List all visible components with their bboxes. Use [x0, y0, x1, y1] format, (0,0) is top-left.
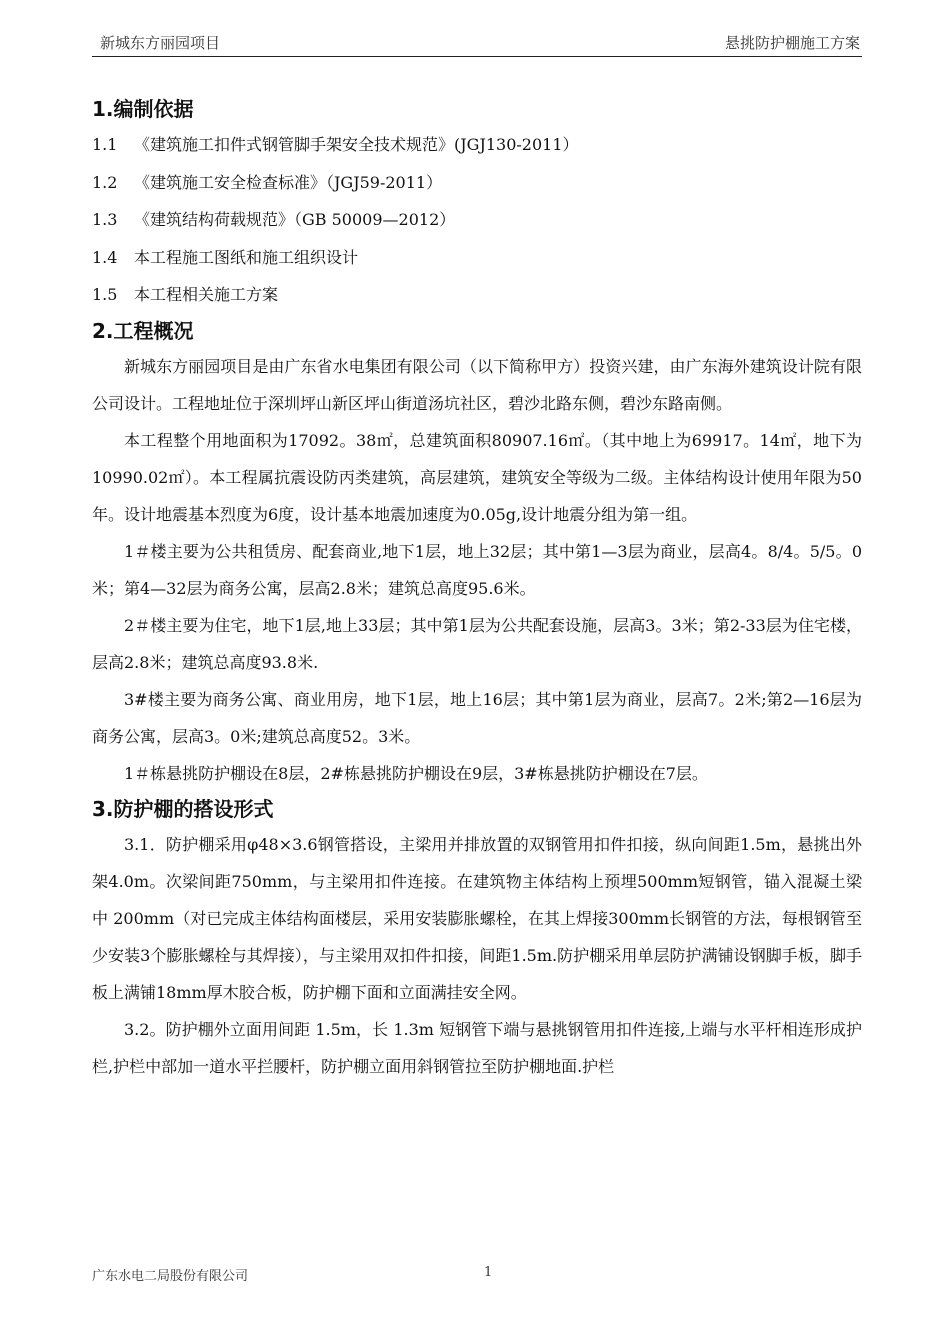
- reference-number: 1.5: [92, 285, 118, 304]
- reference-item: [92, 239, 862, 277]
- reference-text: 本工程施工图纸和施工组织设计: [134, 247, 359, 267]
- reference-number: 1.1: [92, 135, 118, 154]
- section-1-heading: 1.编制依据: [92, 97, 194, 121]
- reference-text: 《建筑结构荷载规范》（GB 50009—2012）: [134, 210, 456, 229]
- reference-item: [92, 126, 862, 164]
- reference-number: 1.4: [92, 247, 118, 267]
- reference-number: 1.3: [92, 210, 118, 229]
- reference-item: [92, 201, 862, 239]
- section-2-heading: 2.工程概况: [92, 318, 194, 343]
- header-document-title: 悬挑防护棚施工方案: [724, 34, 860, 52]
- page-header: [92, 28, 862, 57]
- overview-paragraph: 1＃栋悬挑防护棚设在8层，2#栋悬挑防护棚设在9层，3#栋悬挑防护棚设在7层。: [124, 763, 708, 783]
- overview-paragraph: 3#楼主要为商务公寓、商业用房，地下1层，地上16层；其中第1层为商业，层高7。2米;第2—16层为商务公寓，层高3。0米;建筑总高度52。3米。: [92, 689, 862, 746]
- document-body: [92, 92, 862, 1085]
- footer-company-name: 广东水电二局股份有限公司: [92, 1269, 249, 1284]
- header-project-name: 新城东方丽园项目: [100, 34, 221, 52]
- reference-item: [92, 276, 862, 314]
- reference-number: 1.2: [92, 172, 118, 192]
- overview-paragraph: 2＃楼主要为住宅，地下1层,地上33层；其中第1层为公共配套设施，层高3。3米；第2-33层为住宅楼，层高2.8米；建筑总高度93.8米.: [92, 615, 862, 672]
- overview-paragraph: 1＃楼主要为公共租赁房、配套商业,地下1层，地上32层；其中第1—3层为商业，层高4。8/4。5/5。0米；第4—32层为商务公寓，层高2.8米；建筑总高度95.6米。: [92, 541, 862, 598]
- construction-paragraph: 3.1．防护棚采用φ48×3.6钢管搭设，主梁用并排放置的双钢管用扣件扣接，纵向间距1.5m，悬挑出外架4.0m。次梁间距750mm，与主梁用扣件连接。在建筑物主体结构上预埋500mm短钢管，锚入混凝土梁中 200mm（对已完成主体结构面楼层，采用安装膨胀螺栓，在其上焊接300mm长钢管的方法，每根钢管至少安装3个膨胀螺栓与其焊接），与主梁用双扣件扣接，间距1.5m.防护棚采用单层防护满铺设钢脚手板，脚手板上满铺18mm厚木胶合板，防护棚下面和立面满挂安全网。: [92, 834, 862, 1002]
- reference-text: 《建筑施工安全检查标准》（JGJ59-2011）: [134, 172, 443, 192]
- reference-item: [92, 164, 862, 202]
- overview-paragraph: 新城东方丽园项目是由广东省水电集团有限公司（以下简称甲方）投资兴建，由广东海外建筑设计院有限公司设计。工程地址位于深圳坪山新区坪山街道汤坑社区，碧沙北路东侧，碧沙东路南侧。: [92, 356, 862, 413]
- construction-paragraph: 3.2。防护棚外立面用间距 1.5m，长 1.3m 短钢管下端与悬挑钢管用扣件连接,上端与水平杆相连形成护栏,护栏中部加一道水平拦腰杆，防护棚立面用斜钢管拉至防护棚地面.护栏: [92, 1019, 862, 1076]
- reference-text: 本工程相关施工方案: [134, 285, 279, 304]
- reference-text: 《建筑施工扣件式钢管脚手架安全技术规范》(JGJ130-2011）: [134, 135, 579, 154]
- section-3-heading: 3.防护棚的搭设形式: [92, 796, 274, 821]
- page-number: 1: [484, 1265, 493, 1280]
- overview-paragraph: 本工程整个用地面积为17092。38㎡，总建筑面积80907.16㎡。（其中地上为69917。14㎡，地下为10990.02㎡）。本工程属抗震设防丙类建筑，高层建筑，建筑安全等级为二级。主体结构设计使用年限为50年。设计地震基本烈度为6度，设计基本地震加速度为0.05g,设计地震分组为第一组。: [92, 430, 862, 524]
